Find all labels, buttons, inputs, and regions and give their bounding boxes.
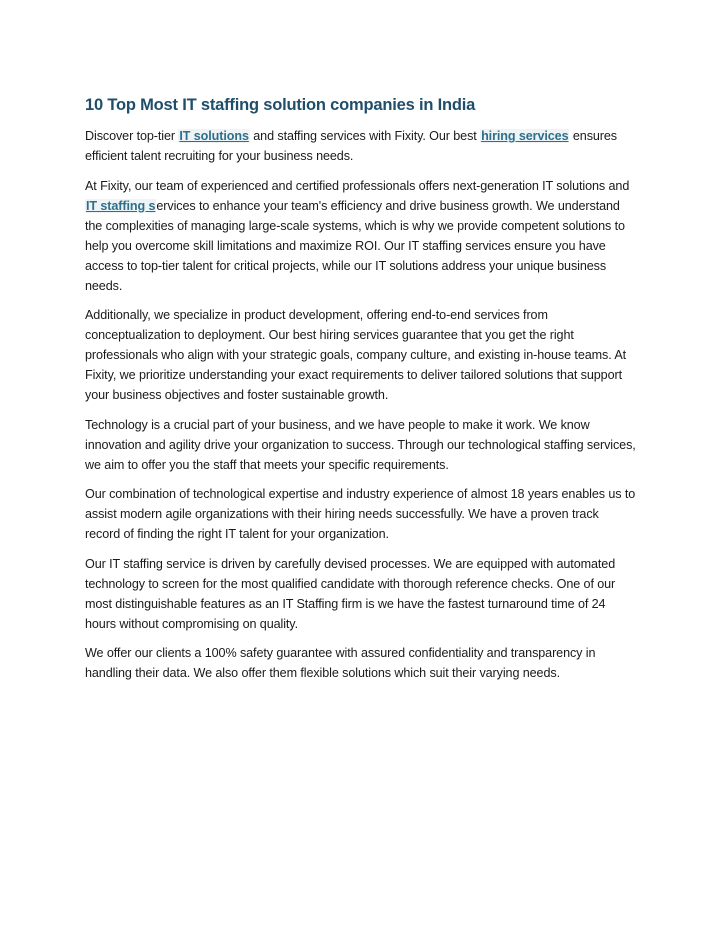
about-paragraph (85, 176, 637, 296)
intro-paragraph (85, 126, 637, 166)
it-solutions-link[interactable]: IT solutions (179, 129, 249, 143)
about-text-2: ervices to enhance your team's efficiency and drive business growth. We understand the complexities of managing large-scale systems, which is why we provide competent solutions to help you overcome skill limitations and maximize ROI. Our IT staffing services ensure you have access to top-tier talent for critical projects, while our IT solutions address your unique business needs. (85, 198, 625, 293)
technology-paragraph: Technology is a crucial part of your business, and we have people to make it work. We know innovation and agility drive your organization to success. Through our technological staffing services, we aim to offer you the staff that meets your specific requirements. (85, 417, 636, 472)
product-development-paragraph: Additionally, we specialize in product development, offering end-to-end services from conceptualization to deployment. Our best hiring services guarantee that you get the right professionals who align with your strategic goals, company culture, and existing in-house teams. At Fixity, we prioritize understanding your exact requirements to deliver tailored solutions that support your business objectives and foster sustainable growth. (85, 308, 627, 402)
it-staffing-link[interactable]: IT staffing s (86, 198, 156, 213)
about-text-1: At Fixity, our team of experienced and certified professionals offers next-generation IT solutions and (85, 178, 630, 193)
process-paragraph: Our IT staffing service is driven by carefully devised processes. We are equipped with automated technology to screen for the most qualified candidate with thorough reference checks. One of our most distinguishable features as an IT Staffing firm is we have the fastest turnaround time of 24 hours without compromising on quality. (85, 556, 616, 631)
intro-text-2: and staffing services with Fixity. Our best (249, 129, 481, 143)
hiring-services-link[interactable]: hiring services (481, 129, 569, 143)
document-page (85, 92, 637, 693)
intro-text-1: Discover top-tier (85, 129, 179, 143)
guarantee-paragraph: We offer our clients a 100% safety guarantee with assured confidentiality and transparency in handling their data. We also offer them flexible solutions which suit their varying needs. (85, 646, 596, 680)
page-title: 10 Top Most IT staffing solution companies in India (85, 96, 476, 114)
intro-text-3: ensures efficient talent recruiting for your business needs. (85, 129, 617, 163)
experience-paragraph: Our combination of technological expertise and industry experience of almost 18 years enables us to assist modern agile organizations with their hiring needs successfully. We have a proven track record of finding the right IT talent for your organization. (85, 487, 636, 541)
